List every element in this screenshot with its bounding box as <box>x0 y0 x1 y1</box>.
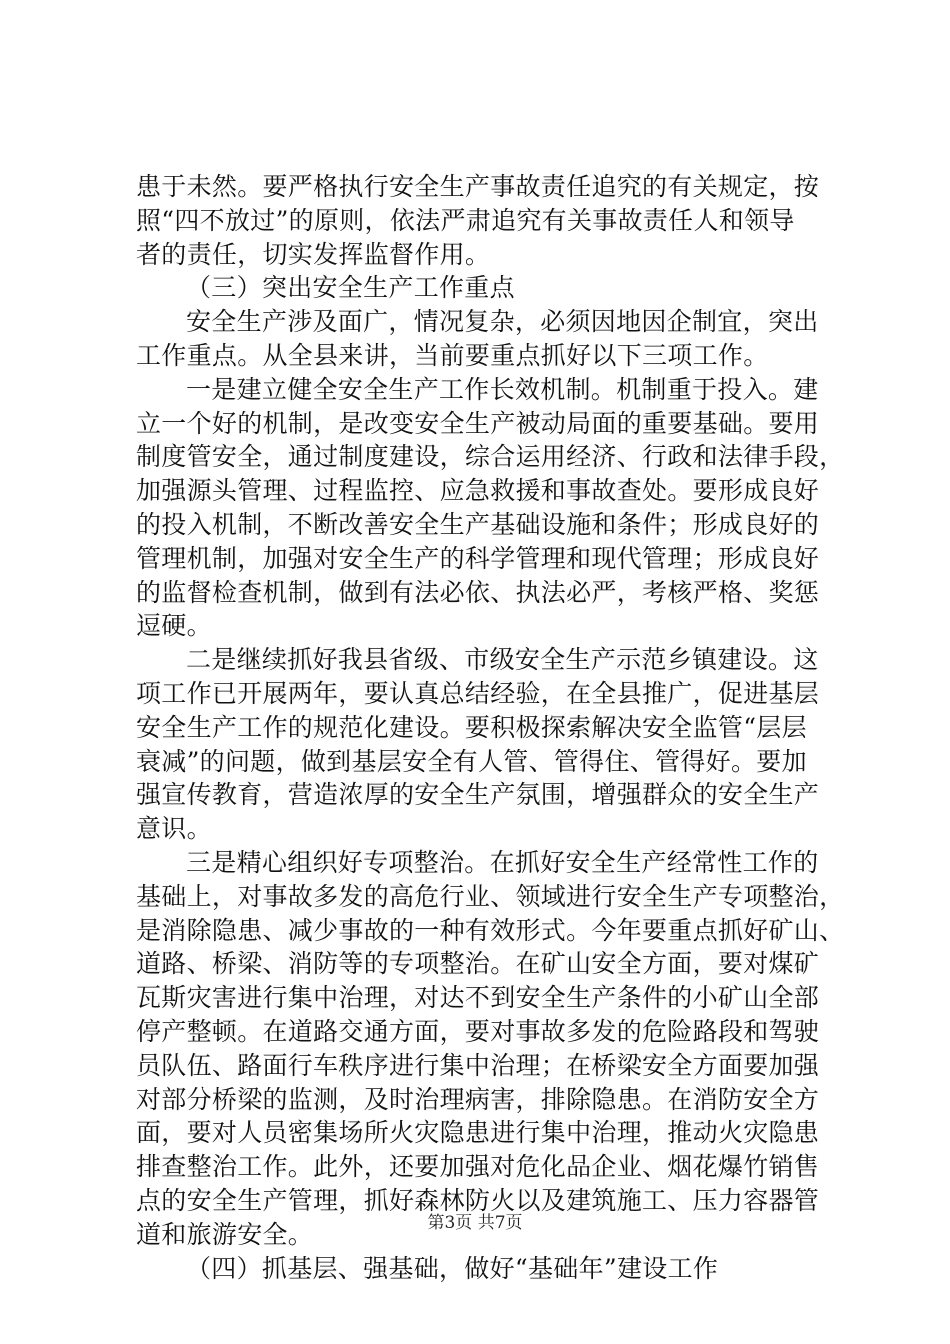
text-line: 管理机制，加强对安全生产的科学管理和现代管理；形成良好 <box>136 543 820 573</box>
text-line: 项工作已开展两年，要认真总结经验，在全县推广，促进基层 <box>136 678 820 708</box>
text-line: 强宣传教育，营造浓厚的安全生产氛围，增强群众的安全生产 <box>136 780 820 810</box>
text-line: 员队伍、路面行车秩序进行集中治理；在桥梁安全方面要加强 <box>136 1050 820 1080</box>
document-body <box>136 170 845 1285</box>
text-line: 工作重点。从全县来讲，当前要重点抓好以下三项工作。 <box>136 340 769 370</box>
text-line: 加强源头管理、过程监控、应急救援和事故查处。要形成良好 <box>136 476 820 506</box>
text-line: 安全生产涉及面广，情况复杂，必须因地因企制宜，突出 <box>186 307 819 337</box>
text-line: 三是精心组织好专项整治。在抓好安全生产经常性工作的 <box>186 847 819 877</box>
text-line: 衰减”的问题，做到基层安全有人管、管得住、管得好。要加 <box>136 746 807 776</box>
text-line: 安全生产工作的规范化建设。要积极探索解决安全监管“层层 <box>136 712 807 742</box>
text-line: 立一个好的机制，是改变安全生产被动局面的重要基础。要用 <box>136 408 820 438</box>
text-line: 一是建立健全安全生产工作长效机制。机制重于投入。建 <box>186 374 819 404</box>
text-line: 停产整顿。在道路交通方面，要对事故多发的危险路段和驾驶 <box>136 1016 820 1046</box>
text-line: 排查整治工作。此外，还要加强对危化品企业、烟花爆竹销售 <box>136 1152 820 1182</box>
text-line: 点的安全生产管理，抓好森林防火以及建筑施工、压力容器管 <box>136 1185 820 1215</box>
text-line: 对部分桥梁的监测，及时治理病害，排除隐患。在消防安全方 <box>136 1084 820 1114</box>
text-line: 的监督检查机制，做到有法必依、执法必严，考核严格、奖惩 <box>136 577 820 607</box>
text-line: 的投入机制，不断改善安全生产基础设施和条件；形成良好的 <box>136 509 820 539</box>
text-line: （三）突出安全生产工作重点 <box>186 273 515 303</box>
text-line: 意识。 <box>136 814 212 844</box>
text-line: （四）抓基层、强基础，做好“基础年”建设工作 <box>186 1253 719 1283</box>
text-line: 逗硬。 <box>136 611 212 641</box>
page-footer: 第3页 共7页 <box>427 1213 523 1233</box>
text-line: 患于未然。要严格执行安全生产事故责任追究的有关规定，按 <box>136 172 820 201</box>
text-line: 面，要对人员密集场所火灾隐患进行集中治理，推动火灾隐患 <box>136 1118 820 1148</box>
text-line: 道路、桥梁、消防等的专项整治。在矿山安全方面，要对煤矿 <box>136 949 820 979</box>
text-line: 二是继续抓好我县省级、市级安全生产示范乡镇建设。这 <box>186 645 819 675</box>
text-line: 是消除隐患、减少事故的一种有效形式。今年要重点抓好矿山、 <box>136 915 845 945</box>
text-line: 照“四不放过”的原则，依法严肃追究有关事故责任人和领导 <box>136 205 795 235</box>
text-line: 道和旅游安全。 <box>136 1219 314 1249</box>
text-line: 基础上，对事故多发的高危行业、领域进行安全生产专项整治， <box>136 881 845 911</box>
text-line: 者的责任，切实发挥监督作用。 <box>136 239 491 269</box>
text-line: 制度管安全，通过制度建设，综合运用经济、行政和法律手段， <box>136 442 845 472</box>
text-line: 瓦斯灾害进行集中治理，对达不到安全生产条件的小矿山全部 <box>136 983 820 1013</box>
